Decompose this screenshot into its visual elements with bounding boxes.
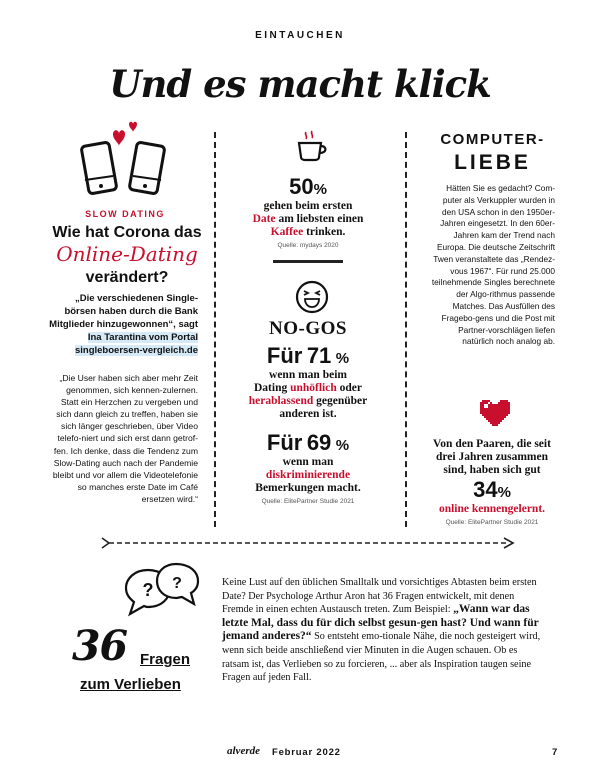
pixel-heart-icon	[478, 398, 512, 428]
separator-bar	[273, 260, 343, 263]
footer-date: Februar 2022	[272, 747, 341, 758]
stat-number: 34	[473, 477, 498, 502]
coffee-cup-icon	[294, 128, 330, 164]
stat-unit: %	[313, 181, 327, 198]
stat-number: 69	[306, 430, 332, 455]
quote-source-highlight: Ina Tarantina vom Portal singleboersen-vergleich.de	[74, 332, 198, 356]
col3-title-line1: COMPUTER-	[440, 131, 545, 148]
column-divider-left	[214, 132, 216, 527]
footer-brand: alverde	[227, 745, 260, 757]
stat-source: Quelle: mydays 2020	[277, 242, 339, 249]
speech-bubbles-icon	[120, 560, 204, 622]
stat-text: Von den Paaren, die seit drei Jahren zusammen sind, haben sich gut	[433, 438, 551, 476]
col1-title-line3: verändert?	[85, 269, 169, 286]
quote-text: „Die verschiedenen Single-börsen haben durch die Bank Mitglieder hinzugewonnen“, sagt	[49, 293, 198, 330]
question-mark-right: ?	[172, 575, 182, 592]
stat-source: Quelle: ElitePartner Studie 2021	[445, 519, 539, 526]
bottom-body-text: Keine Lust auf den üblichen Smalltalk und vorsichtiges Abtasten beim ersten Date? Der Psychologe Arthur Aron hat 36 Fragen entwickelt, mit denen Fremde in einen echten Austausch treten. Zum Beispiel: „Wann war das letzte Mal, dass du für dich selbst gesun-gen hast? Und wann für jemand anderes?“ So entsteht emo-tionale Nähe, die noch gesteigert wird, wenn sich beide anschließend vier Minuten in die Augen schauen. Ob es ratsam ist, das Verlieben so zu forcieren, ... aber als Inspiration taugen seine Fragen auf jeden Fall.	[222, 577, 541, 684]
stat-text: wenn man diskriminierende Bemerkungen macht.	[255, 456, 361, 494]
page-headline: Und es macht klick	[109, 62, 491, 106]
stat-source: Quelle: ElitePartner Studie 2021	[261, 498, 355, 505]
col1-quote	[48, 292, 198, 357]
stat-text: wenn man beim Dating unhöflich oder herablassend gegenüber anderen ist.	[248, 369, 368, 420]
stat-highlight: online kennengelernt.	[438, 503, 546, 515]
stat-online-couples: Von den Paaren, die seit drei Jahren zusammen sind, haben sich gut 34% online kennengelernt. Quelle: ElitePartner Studie 2021	[428, 438, 556, 526]
arrow-divider	[100, 536, 520, 550]
col1-title-line2: Online-Dating	[56, 242, 198, 266]
question-mark-left: ?	[142, 580, 154, 600]
section-kicker: EINTAUCHEN	[255, 30, 345, 41]
nogos-title: NO-GOS	[269, 318, 347, 339]
stat-number: 71	[306, 343, 332, 368]
stat-number: 50	[289, 174, 314, 199]
stat-text: gehen beim ersten Date am liebsten einen Kaffee trinken.	[252, 200, 364, 238]
laughing-face-icon	[295, 280, 329, 314]
category-label: SLOW DATING	[85, 209, 165, 219]
column-divider-right	[405, 132, 407, 527]
page-number: 7	[552, 747, 558, 758]
big-number-36: 36	[72, 622, 128, 670]
col1-body: „Die User haben sich aber mehr Zeit genommen, sich kennen-zulernen. Statt ein Herzchen zu vergeben und sich dann gleich zu treffen, haben sie sich länger geschrieben, über Video telefo-niert und sich erst dann getrof-fen. Ich denke, dass die Tendenz zum Slow-Dating auch nach der Pandemie bleibt und vor allem die Videotelefonie so manches erste Date im Café ersetzen wird.“	[52, 373, 198, 504]
stat-coffee	[228, 174, 388, 249]
col1-title-line1: Wie hat Corona das	[52, 224, 202, 241]
col3-body: Hätten Sie es gedacht? Com-puter als Verkuppler wurden in den USA schon in den 1950er-Jahren eingesetzt. In den 60er-Jahren kam der Trend nach Europa. Die deutsche Zeitschrift Twen veranstaltete das „Rendez-vous 1967“. Für rund 25.000 teilnehmende Singles berechnete der Algo-rithmus passende Matches. Das Ausfüllen des Fragebo-gens und die Post mit Partner-vorschlägen liefen natürlich noch analog ab.	[431, 183, 555, 347]
label-fragen: Fragen	[140, 651, 191, 668]
example-question: „Wann war das letzte Mal, dass du für dich selbst gesun-gen hast? Und wann für jemand anderes?“	[222, 603, 539, 643]
stat-discrimination: Für 69 % wenn man diskriminierende Bemerkungen macht. Quelle: ElitePartner Studie 2021	[228, 430, 388, 505]
col3-title-line2: LIEBE	[454, 151, 531, 174]
label-zum-verlieben: zum Verlieben	[80, 676, 181, 693]
phones-hearts-icon	[75, 118, 175, 204]
stat-rude: Für 71 % wenn man beim Dating unhöflich oder herablassend gegenüber anderen ist.	[228, 343, 388, 421]
